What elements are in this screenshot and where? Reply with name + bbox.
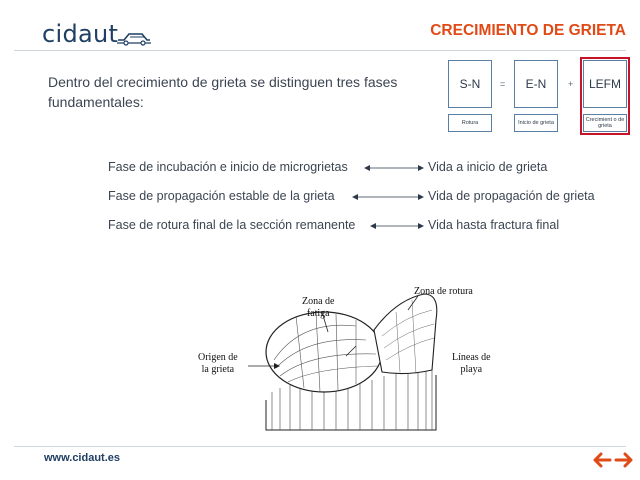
car-logo-icon — [116, 28, 152, 46]
beach-lines-line2: playa — [460, 364, 483, 375]
phase-propagation: Fase de propagación estable de la grieta — [108, 189, 335, 203]
cidaut-logo: cidaut — [42, 20, 119, 48]
phase-final-rupture: Fase de rotura final de la sección remanente — [108, 218, 356, 232]
rupture-zone-label: Zona de rotura — [414, 286, 473, 297]
lefm-sublabel: Crecimient o de grieta — [583, 114, 627, 132]
equals-operator: = — [500, 79, 506, 89]
header-divider — [14, 50, 626, 51]
fatigue-zone-line2: fatiga — [306, 308, 330, 319]
life-crack-initiation: Vida a inicio de grieta — [428, 160, 548, 174]
en-box: E-N — [514, 60, 558, 108]
life-crack-propagation: Vida de propagación de grieta — [428, 189, 595, 203]
fatigue-zone-label — [302, 296, 335, 320]
crack-origin-line2: la grieta — [201, 364, 235, 375]
intro-text: Dentro del crecimiento de grieta se distinguen tres fases fundamentales: — [48, 74, 398, 110]
arrow-left-icon[interactable] — [592, 452, 612, 468]
sn-sublabel: Rotura — [448, 114, 492, 132]
crack-origin-label — [198, 352, 238, 376]
footer-url-link[interactable]: www.cidaut.es — [44, 452, 121, 464]
double-arrow-icon — [370, 222, 424, 230]
fatigue-zone-line1: Zona de — [302, 296, 335, 307]
en-sublabel: Inicio de grieta — [514, 114, 558, 132]
plus-operator: + — [568, 79, 574, 89]
double-arrow-icon — [364, 164, 424, 172]
footer-divider — [14, 446, 626, 447]
double-arrow-icon — [352, 193, 424, 201]
lefm-highlight-frame — [580, 57, 630, 135]
crack-origin-line1: Origen de — [198, 352, 238, 363]
sn-box: S-N — [448, 60, 492, 108]
lefm-box: LEFM — [583, 60, 627, 108]
life-final-fracture: Vida hasta fractura final — [428, 218, 560, 232]
phase-incubation: Fase de incubación e inicio de microgrietas — [108, 160, 348, 174]
beach-lines-line1: Líneas de — [452, 352, 491, 363]
arrow-right-icon[interactable] — [614, 452, 634, 468]
beach-lines-label — [452, 352, 491, 376]
page-title: CRECIMIENTO DE GRIETA — [430, 22, 626, 39]
